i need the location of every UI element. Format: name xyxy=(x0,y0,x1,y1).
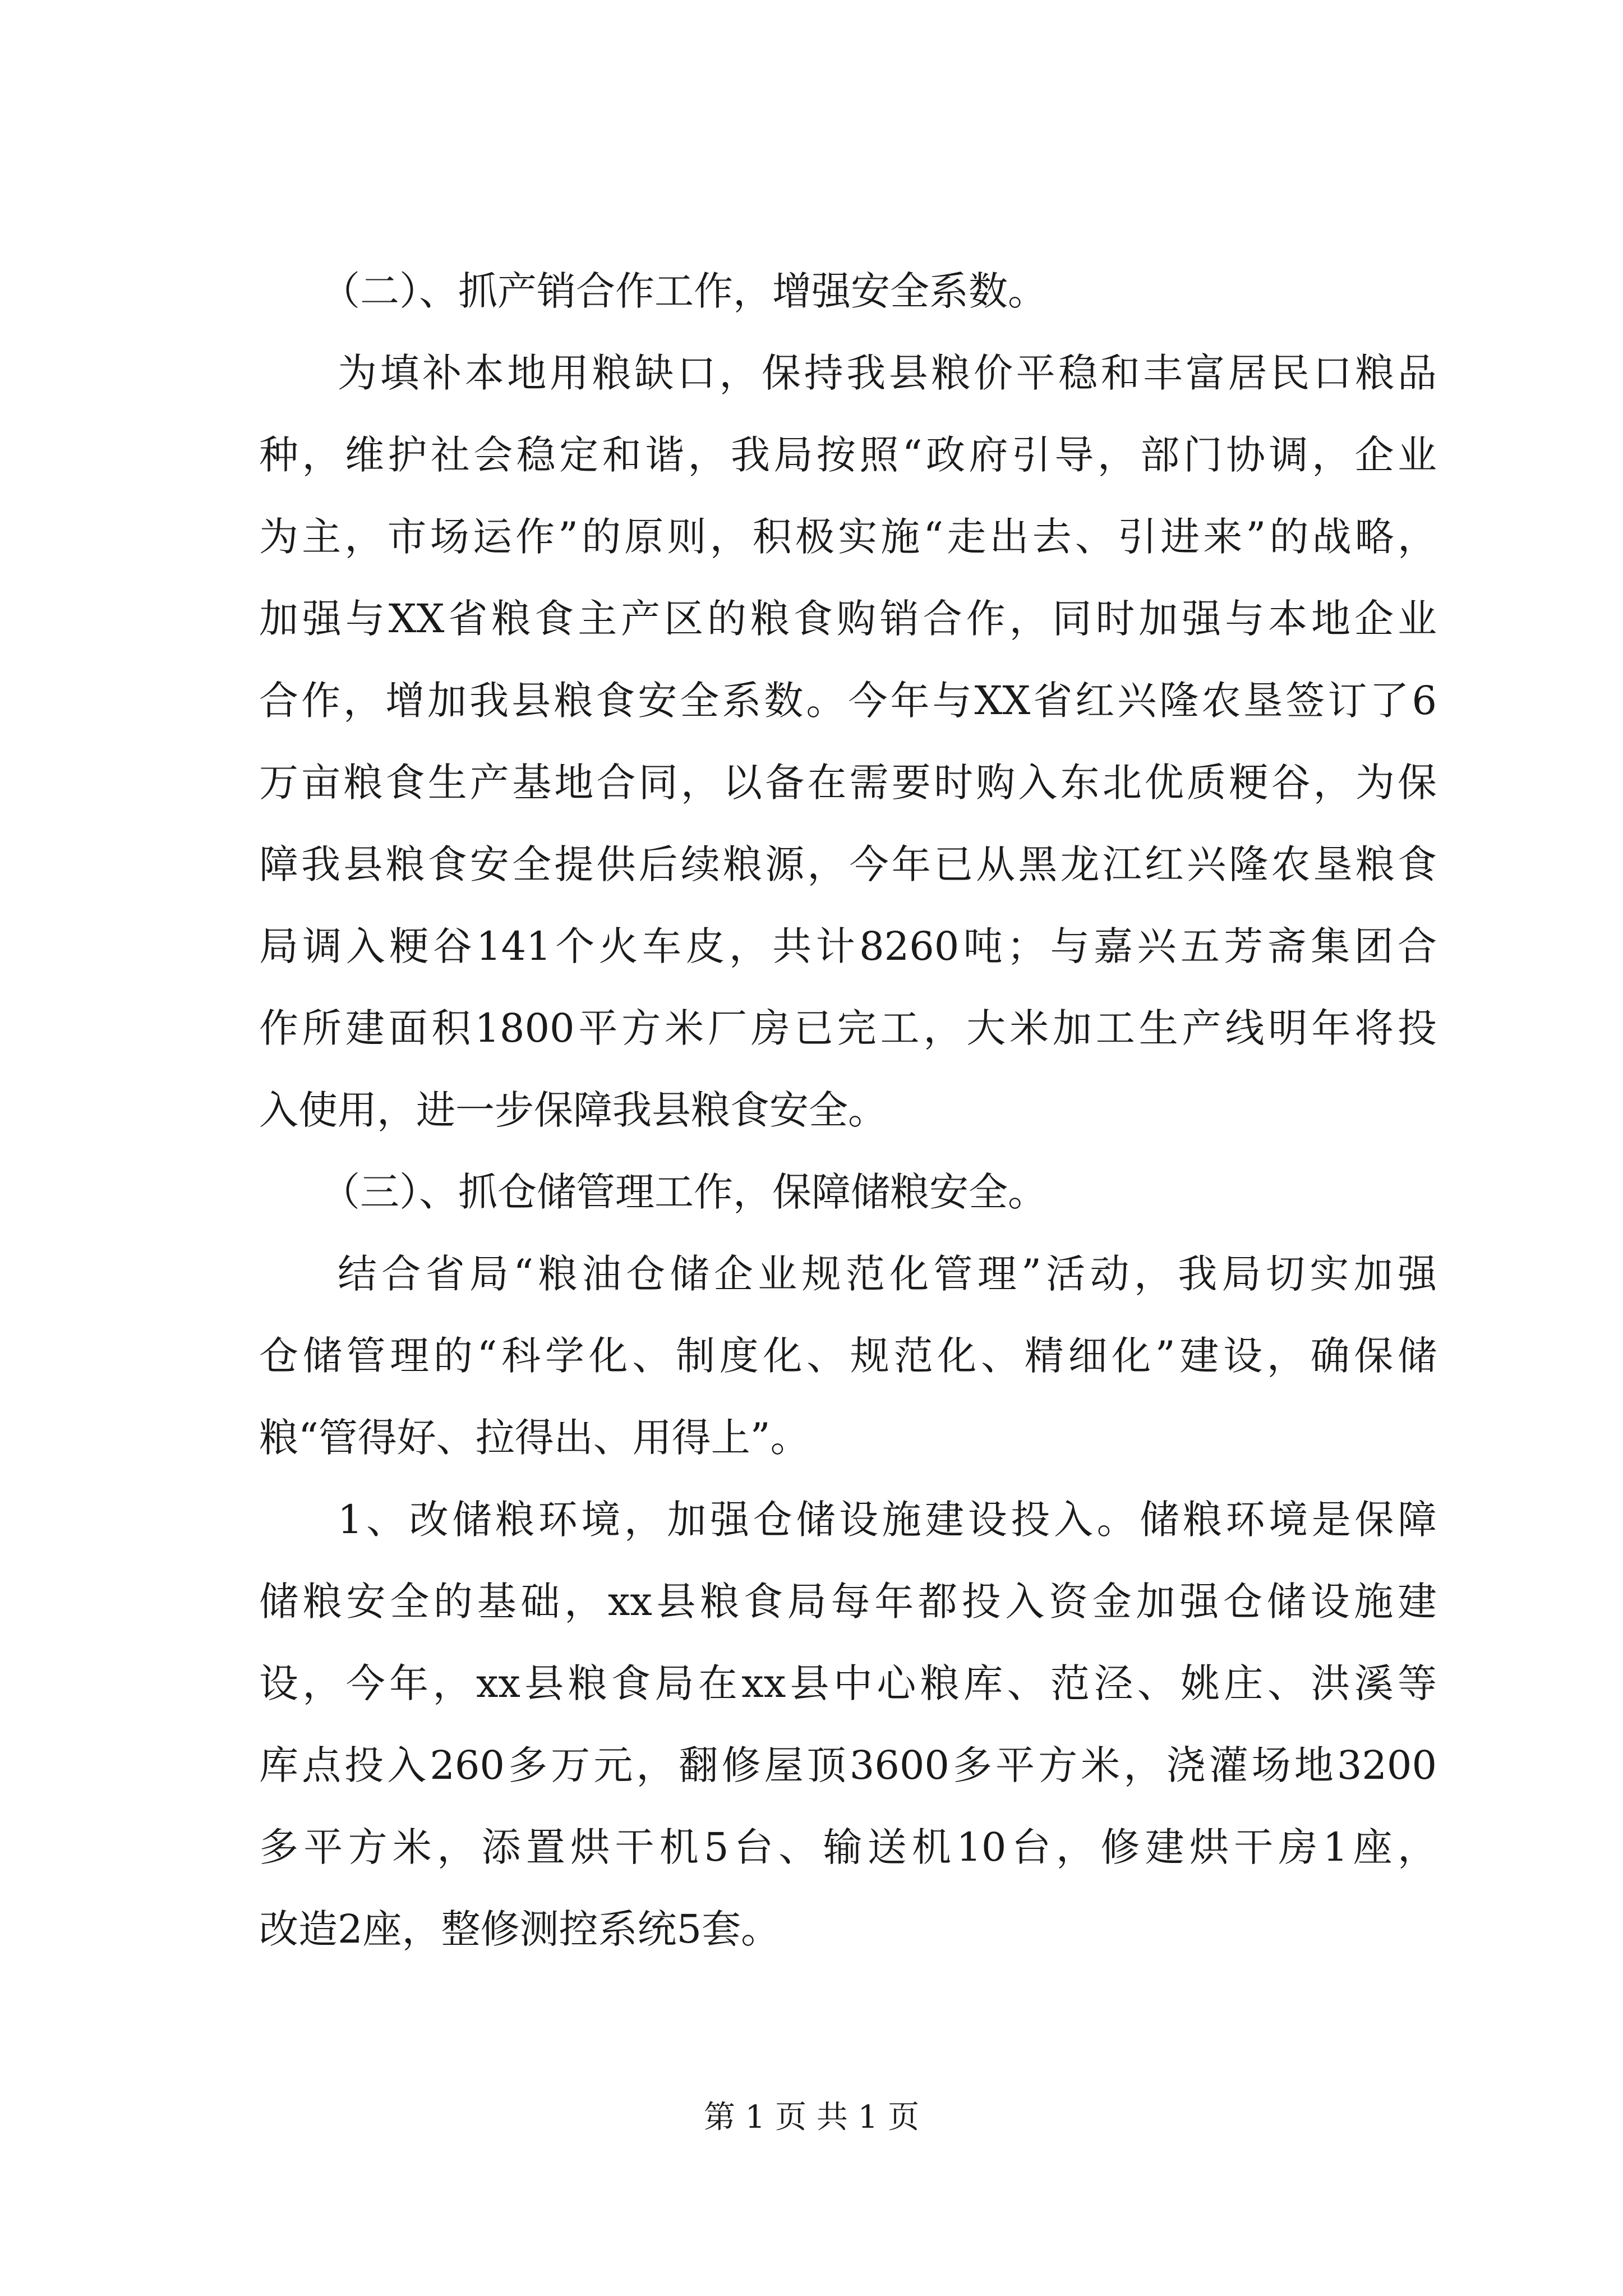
text-line: （三）、抓仓储管理工作，保障储粮安全。 xyxy=(321,1169,1047,1215)
section-heading xyxy=(259,250,1437,332)
body-paragraph xyxy=(259,1479,1437,1970)
text-line: 种，维护社会稳定和谐，我局按照“政府引导，部门协调，企业 xyxy=(259,432,1437,478)
text-line: （二）、抓产销合作工作，增强安全系数。 xyxy=(321,268,1047,314)
text-line: 入使用，进一步保障我县粮食安全。 xyxy=(259,1087,887,1133)
text-line: 为主，市场运作”的原则，积极实施“走出去、引进来”的战略， xyxy=(259,514,1437,560)
page-footer: 第 1 页 共 1 页 xyxy=(703,2099,920,2136)
text-line: 障我县粮食安全提供后续粮源，今年已从黑龙江红兴隆农垦粮食 xyxy=(259,841,1437,887)
text-line: 作所建面积1800平方米厂房已完工，大米加工生产线明年将投 xyxy=(259,1005,1437,1051)
text-line: 设，今年，xx县粮食局在xx县中心粮库、范泾、姚庄、洪溪等 xyxy=(259,1660,1437,1706)
text-line: 粮“管得好、拉得出、用得上”。 xyxy=(259,1415,810,1461)
text-line: 仓储管理的“科学化、制度化、规范化、精细化”建设，确保储 xyxy=(259,1333,1437,1379)
text-line: 为填补本地用粮缺口，保持我县粮价平稳和丰富居民口粮品 xyxy=(338,350,1437,396)
text-line: 多平方米，添置烘干机5台、输送机10台，修建烘干房1座， xyxy=(259,1824,1437,1870)
document-body xyxy=(259,250,1437,1970)
text-line: 储粮安全的基础，xx县粮食局每年都投入资金加强仓储设施建 xyxy=(259,1579,1437,1625)
text-line: 加强与XX省粮食主产区的粮食购销合作，同时加强与本地企业 xyxy=(259,596,1437,642)
body-paragraph xyxy=(259,1233,1437,1479)
text-line: 局调入粳谷141个火车皮，共计8260吨；与嘉兴五芳斋集团合 xyxy=(259,923,1437,969)
section-heading xyxy=(259,1151,1437,1233)
text-line: 结合省局“粮油仓储企业规范化管理”活动，我局切实加强 xyxy=(338,1251,1437,1297)
text-line: 改造2座，整修测控系统5套。 xyxy=(259,1906,781,1952)
text-line: 万亩粮食生产基地合同，以备在需要时购入东北优质粳谷，为保 xyxy=(259,760,1437,806)
text-line: 1、改储粮环境，加强仓储设施建设投入。储粮环境是保障 xyxy=(338,1497,1437,1543)
text-line: 库点投入260多万元，翻修屋顶3600多平方米，浇灌场地3200 xyxy=(259,1742,1437,1788)
text-line: 合作，增加我县粮食安全系数。今年与XX省红兴隆农垦签订了6 xyxy=(259,678,1437,724)
body-paragraph xyxy=(259,332,1437,1151)
